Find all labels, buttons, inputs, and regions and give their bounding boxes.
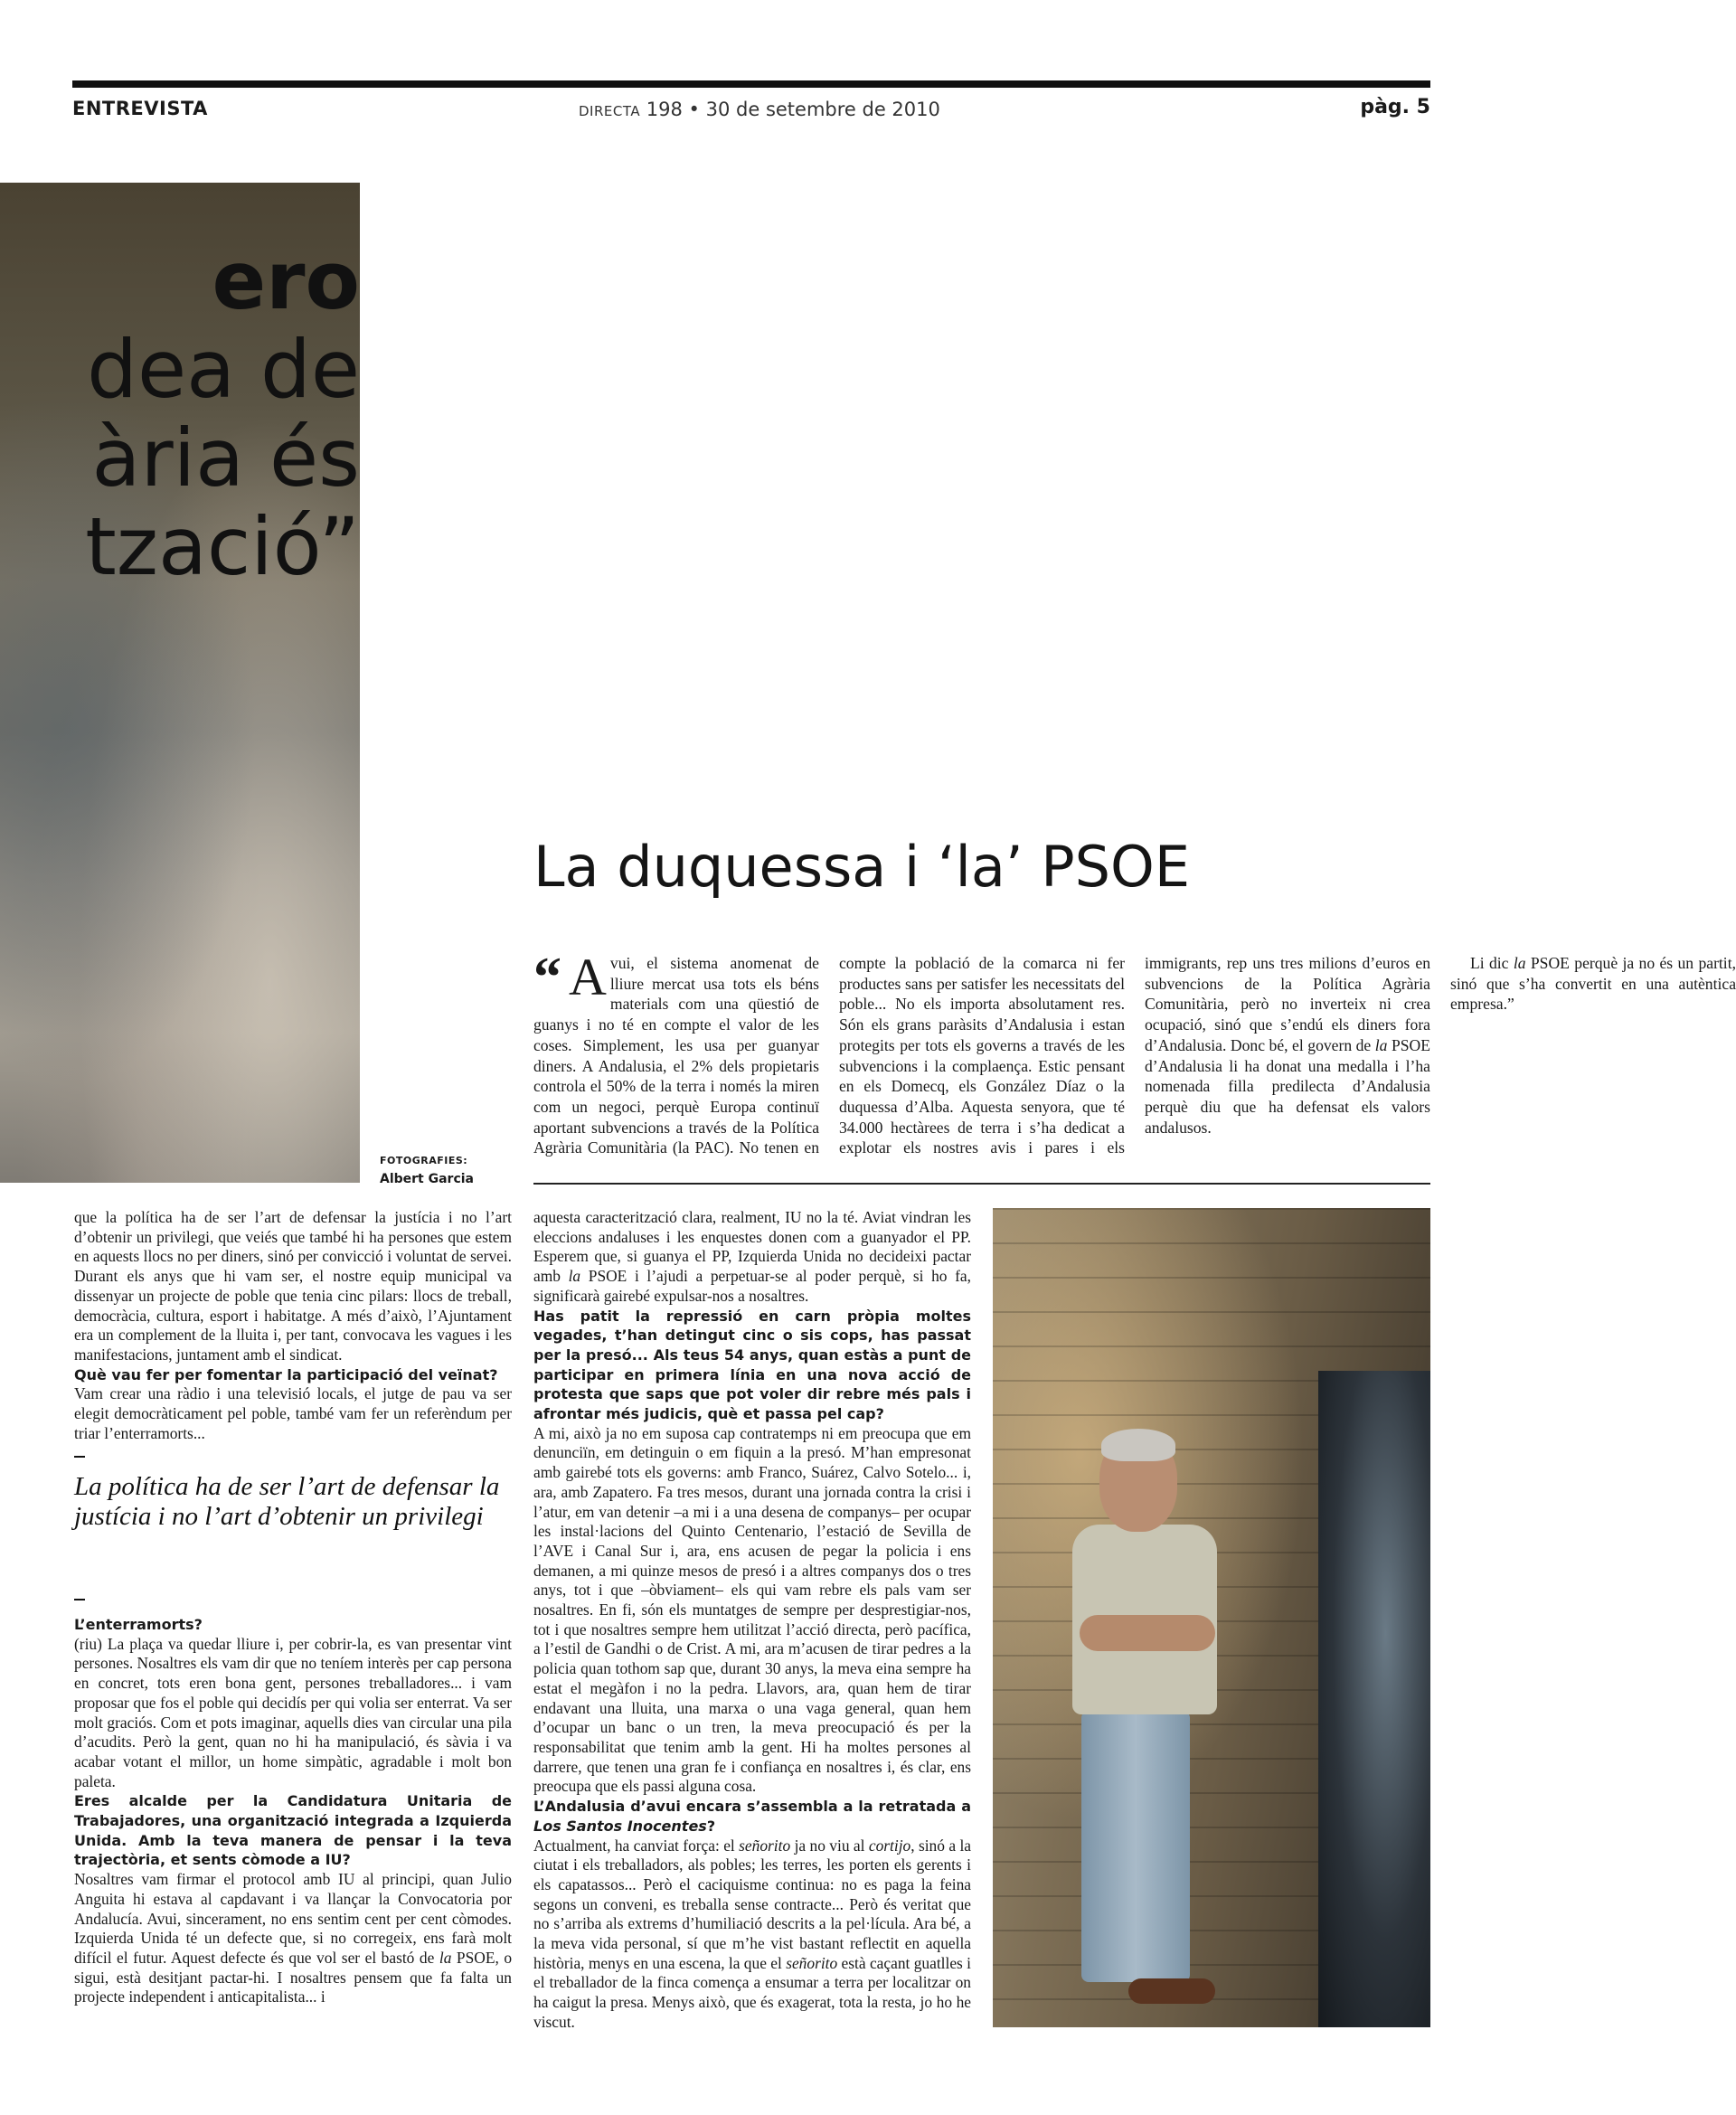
box-bottom-rule [533, 1183, 1430, 1185]
column-1-top [74, 1208, 512, 1443]
answer-paragraph: A mi, això ja no em suposa cap contratemps ni em preocupa que em denunciïn, em detinguin o em fiquin a la presó. M’han empresonat amb gairebé tots els governs: amb Franco, Suárez, Calvo Sotelo... i, ara, amb Zapatero. Fa tres mesos, durant una jornada contra la crisi i l’atur, em van detenir –a mi i a una desena de companys– per ocupar les instal·lacions del Quinto Centenario, l’estació de Sevilla de l’AVE i Canal Sur i, ara, ens acusen de pegar la policia i ens demanen, a mi quinze mesos de presó i a altres companys dos o tres anys, tot i que –òbviament– els qui vam rebre els pals vam ser nosaltres. En fi, són els muntatges de sempre per desprestigiar-nos, tot i que nosaltres sempre hem utilitzat l’acció directa, però pacífica, a l’estil de Gandhi o de Crist. A mi, ara m’acusen de tirar pedres a la policia quan tothom sap que, durant 30 anys, la meva eina sempre ha estat el megàfon i no la pedra. Llavors, ara, quan hem de tirar endavant una lluita, una marxa o una vaga general, quan hem d’ocupar un banc o un tren, la meva preocupació és per la responsabilitat que tenim amb la gent. Hi ha moltes persones al darrere, que tenen una gran fe i confiança en nosaltres i, és clar, ens preocupa que els passi alguna cosa. [533, 1423, 971, 1796]
answer-paragraph: aquesta caracterització clara, realment, IU no la té. Aviat vindran les eleccions andaluses i les enquestes donen com a guanyador el PP. Esperem que, si guanya el PP, Izquierda Unida no decideixi pactar amb la PSOE i l’ajudi a perpetuar-se al poder perquè, si ho fa, significarà gairebé expulsar-nos a nosaltres. [533, 1208, 971, 1305]
photo-credit [380, 1152, 474, 1188]
issue-date: 198 • 30 de setembre de 2010 [646, 99, 940, 120]
headline-line-4: tzació” [85, 500, 360, 593]
headline-line-3: ària és [91, 411, 360, 505]
box-paragraph: Li dic la PSOE perquè ja no és un partit, sinó que s’ha convertit en una autèntica empresa.” [1450, 954, 1736, 1014]
figure-jeans [1081, 1711, 1190, 1982]
photo-credit-name: Albert Garcia [380, 1172, 475, 1186]
column-1-bottom [74, 1615, 512, 2007]
figure-arms [1080, 1615, 1215, 1651]
headline-line-1: ero [212, 234, 360, 327]
issue-line [579, 99, 940, 120]
hero-photo [0, 183, 360, 1183]
publication-name: DIRECTA [579, 103, 641, 119]
question: L’Andalusia d’avui encara s’assembla a la retratada a Los Santos Inocentes? [533, 1798, 971, 1835]
photo-credit-label: FOTOGRAFIES: [380, 1155, 468, 1166]
page-number: pàg. 5 [1360, 96, 1430, 118]
question: Eres alcalde per la Candidatura Unitaria de Trabajadores, una organització integrada a Izquierda Unida. Amb la teva manera de pensar i la teva trajectòria, et sents còmode a IU? [74, 1792, 512, 1869]
box-paragraph: “ A vui, el sistema anomenat de lliure mercat usa tots els béns materials com una qüestió de guanys i no té en compte el valor de les coses. Simplement, les usa per guanyar diners. A Andalusia, el 2% dels propietaris controla el 50% de la terra i només la miren com un negoci, perquè Europa continuï aportant subvencions a través de la Política Agrària Comunitària (la PAC). No tenen en compte la població de la comarca ni fer productes sans per satisfer les necessitats del poble... No els importa absolutament res. Són els grans paràsits d’Andalusia i estan protegits per tots els governs a través de les subvencions i la complaença. Estic pensant en els Domecq, els González Díaz o la duquessa d’Alba. Aquesta senyora, que té 34.000 hectàrees de terra i s’ha dedicat a explotar els nostres avis i pares i els immigrants, rep uns tres milions d’euros en subvencions de la Política Agrària Comunitària, però no inverteix ni crea ocupació, sinó que s’endú els diners fora d’Andalusia. Donc bé, el govern de la PSOE d’Andalusia li ha donat una medalla i l’ha nomenada filla predilecta d’Andalusia perquè diu que ha defensat els valors andalusos. [533, 947, 1430, 1157]
answer-paragraph: Nosaltres vam firmar el protocol amb IU al principi, quan Julio Anguita hi estava al capdavant i va llançar la Convocatoria por Andalucía. Avui, sincerament, no ens sentim cent per cent còmodes. Izquierda Unida té un defecte que, si no corregeix, ens farà molt difícil el futur. Aquest defecte és que vol ser el bastó de la PSOE, o sigui, està desitjant pactar-hi. I nosaltres pensem que fa falta un projecte independent i anticapitalista... i [74, 1870, 513, 2006]
headline [85, 234, 360, 593]
question: Què vau fer per fomentar la participació del veïnat? [74, 1365, 498, 1383]
section-label: ENTREVISTA [72, 98, 208, 119]
open-quote: “ [533, 947, 561, 1008]
answer-paragraph: Vam crear una ràdio i una televisió locals, el jutge de pau va ser elegit democràticament pel poble, també vam fer un referèndum per triar l’enterramorts... [74, 1384, 512, 1442]
pullquote-dash-bottom [74, 1599, 85, 1600]
figure-hair [1101, 1429, 1175, 1461]
question: Has patit la repressió en carn pròpia moltes vegades, t’han detingut cinc o sis cops, has passat per la presó... Als teus 54 anys, quan estàs a punt de participar en primera línia en una nova acció de protesta que saps que pot voler dir rebre més pals i afrontar més judicis, què et passa pel cap? [533, 1307, 971, 1423]
portrait-photo [993, 1208, 1430, 2027]
answer-paragraph: Actualment, ha canviat força: el señorito ja no viu al cortijo, sinó a la ciutat i els treballadors, als pobles; les terres, les porten els gerents i els capatassos... Però el caciquisme continua: no es paga la feina segons un conveni, es treballa sense contracte... Però és veritat que no s’arriba als extrems d’humiliació descrits a la pel·lícula. Ara bé, a la meva vida personal, sí que m’he vist bastant reflectit en aquella història, menys en una escena, la que el señorito està caçant guatlles i el treballador de la finca comença a ensumar a terra per localitzar on ha caigut la presa. Menys això, que és exagerat, tota la resta, jo ho he viscut. [533, 1836, 971, 2031]
box-body [533, 947, 1736, 1170]
foreground-bollard [1318, 1371, 1430, 2027]
drop-cap: A [569, 948, 607, 1006]
answer-paragraph: que la política ha de ser l’art de defensar la justícia i no l’art d’obtenir un privilegi, que veiés que també hi ha persones que estem en aquests llocs no per diners, sinó per convicció i voluntat de servei. Durant els anys que hi vam ser, el nostre equip municipal va dissenyar un projecte de poble que tenia cinc pilars: llocs de treball, democràcia, cultura, esport i habitatge. A més d’això, l’Ajuntament era un complement de la lluita i, per tant, convocava les vagues i les manifestacions, juntament amb el sindicat. [74, 1208, 512, 1364]
headline-line-2: dea de [87, 323, 360, 416]
pullquote-dash-top [74, 1456, 85, 1458]
answer-paragraph: (riu) La plaça va quedar lliure i, per cobrir-la, es van presentar vint persones. Nosaltres els vam dir que no teníem interès per cap persona en concret, tots eren bona gent, persones treballadores... i vam proposar que fos el poble qui decidís per qui volia ser enterrat. Va ser molt graciós. Com et pots imaginar, aquells dies van circular una pila d’acudits. Però la gent, quan no hi ha manipulació, és sàvia i va acabar votant el millor, un home simpàtic, agradable i molt bon paleta. [74, 1634, 512, 1790]
question: L’enterramorts? [74, 1616, 203, 1633]
box-title: La duquessa i ‘la’ PSOE [533, 834, 1190, 900]
figure-shoes [1128, 1978, 1215, 2004]
column-2 [533, 1208, 971, 2033]
top-rule [72, 80, 1430, 88]
pullquote: La política ha de ser l’art de defensar la justícia i no l’art d’obtenir un privilegi [74, 1472, 500, 1531]
